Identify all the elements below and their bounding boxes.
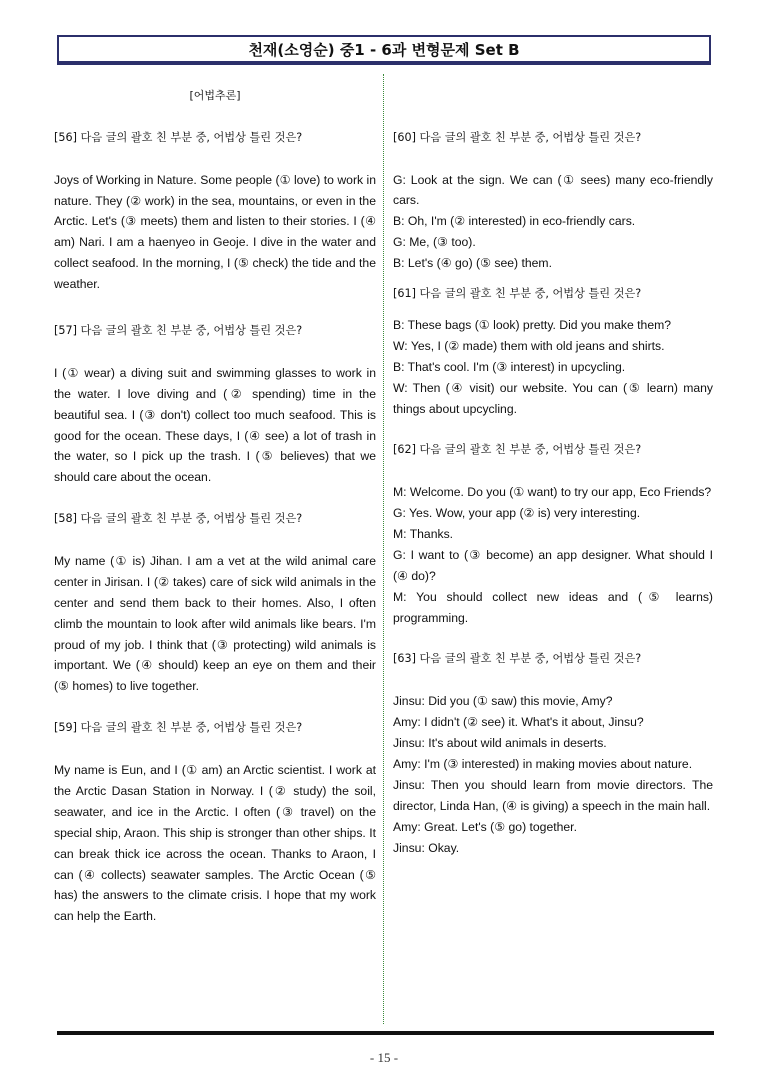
section-label: [어법추론] [189,89,241,102]
dialogue-line: G: Me, (③ too). [393,235,476,250]
question-62: [62] 다음 글의 괄호 친 부분 중, 어법상 틀린 것은? [393,443,642,457]
dialogue-line: Amy: Great. Let's (⑤ go) together. [393,819,577,834]
dialogue-line: B: That's cool. I'm (③ interest) in upcycling. [393,359,626,374]
page-number: - 15 - [369,1050,399,1065]
dialogue-line: Jinsu: Then you should learn from movie directors. The director, Linda Han, (④ is giving) a speech in the main hall. [393,777,713,813]
passage-56: Joys of Working in Nature. Some people (① love) to work in nature. They (② work) in the sea, mountains, or even in the Arctic. Let's (③ meets) them and listen to their stories. I (④ am) Nari. I am a haenyeo in Geoje. I dive in the water and collect seafood. In the morning, I (⑤ check) the tide and the weather. [54,172,376,292]
dialogue-line: Jinsu: Okay. [393,840,460,855]
column-divider [383,74,384,1024]
question-63: [63] 다음 글의 괄호 친 부분 중, 어법상 틀린 것은? [393,652,642,666]
question-56: [56] 다음 글의 괄호 친 부분 중, 어법상 틀린 것은? [54,130,303,144]
dialogue-line: B: Let's (④ go) (⑤ see) them. [393,256,552,271]
page-title: 천재(소영순) 중1 - 6과 변형문제 Set B [57,35,711,65]
passage-58: My name (① is) Jihan. I am a vet at the wild animal care center in Jirisan. I (② takes) care of sick wild animals in the center and send them back to their homes. Also, I often climb the mountain to look after wild animals like bears. I'm proud of my job. I think that (③ protecting) wild animals is important. We (④ should) keep an eye on them and their (⑤ homes) to live together. [54,553,376,694]
question-58: [58] 다음 글의 괄호 친 부분 중, 어법상 틀린 것은? [54,512,303,526]
dialogue-line: B: Oh, I'm (② interested) in eco-friendly cars. [393,214,636,229]
bottom-rule [57,1031,714,1035]
dialogue-line: M: Thanks. [393,527,454,542]
dialogue-line: Amy: I didn't (② see) it. What's it about, Jinsu? [393,715,644,730]
dialogue-line: G: Look at the sign. We can (① sees) many eco-friendly cars. [393,172,713,208]
dialogue-line: M: Welcome. Do you (① want) to try our app, Eco Friends? [393,485,712,500]
dialogue-line: Jinsu: Did you (① saw) this movie, Amy? [393,694,613,709]
dialogue-line: W: Then (④ visit) our website. You can (⑤ learn) many things about upcycling. [393,380,713,416]
question-57: [57] 다음 글의 괄호 친 부분 중, 어법상 틀린 것은? [54,324,303,338]
question-60: [60] 다음 글의 괄호 친 부분 중, 어법상 틀린 것은? [393,130,642,144]
dialogue-line: B: These bags (① look) pretty. Did you make them? [393,318,672,333]
question-61: [61] 다음 글의 괄호 친 부분 중, 어법상 틀린 것은? [393,287,642,301]
passage-57: I (① wear) a diving suit and swimming glasses to work in the water. I love diving and (② spending) time in the beautiful sea. I (③ don't) collect too much seafood. This is good for the ocean. These days, I (④ see) a lot of trash in the water, so I pick up the trash. I (⑤ believes) that we should care about the ocean. [54,365,376,485]
dialogue-line: G: Yes. Wow, your app (② is) very interesting. [393,506,641,521]
dialogue-line: W: Yes, I (② made) them with old jeans and shirts. [393,338,665,353]
question-59: [59] 다음 글의 괄호 친 부분 중, 어법상 틀린 것은? [54,721,303,735]
dialogue-line: G: I want to (③ become) an app designer. What should I (④ do)? [393,547,713,583]
dialogue-line: Amy: I'm (③ interested) in making movies about nature. [393,756,693,771]
dialogue-line: Jinsu: It's about wild animals in deserts. [393,736,607,751]
passage-59: My name is Eun, and I (① am) an Arctic scientist. I work at the Arctic Dasan Station in Norway. I (② study) the soil, seawater, and ice in the Arctic. I often (③ travel) on the special ship, Araon. This ship is stronger than other ships. It can break thick ice across the ocean. Thanks to Araon, I can (④ collects) seawater samples. The Arctic Ocean (⑤ has) the answers to the climate crisis. I hope that my work can help the Earth. [54,762,376,924]
left-column [54,86,376,927]
right-column [393,86,713,859]
dialogue-line: M: You should collect new ideas and (⑤ learns) programming. [393,589,713,625]
